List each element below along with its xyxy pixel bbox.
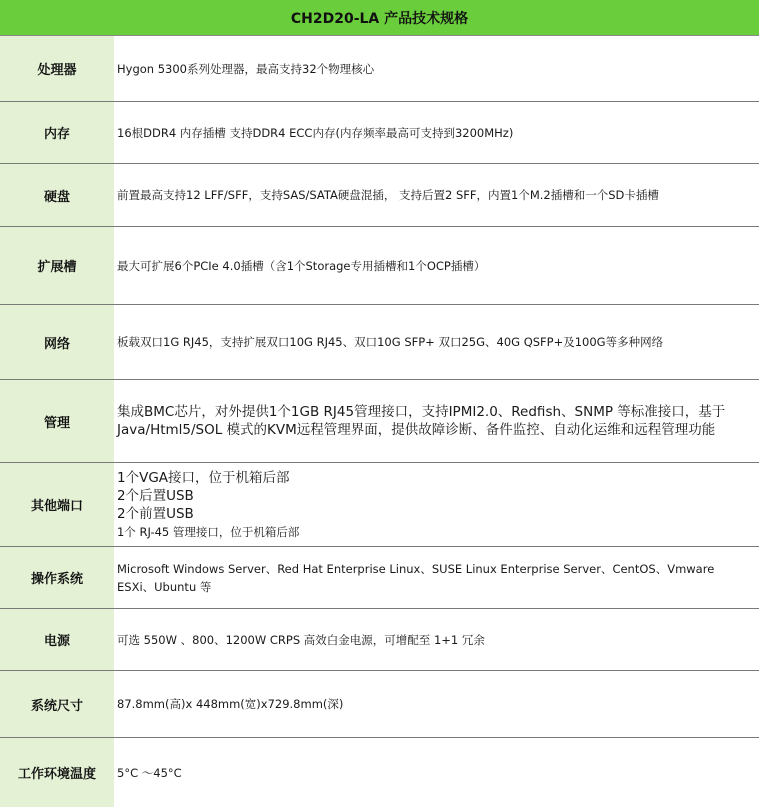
- row-value: [114, 671, 759, 737]
- row-value: [114, 738, 759, 807]
- row-label: 系统尺寸: [0, 671, 114, 737]
- row-value: [114, 609, 759, 670]
- spec-row-network: [0, 305, 759, 380]
- value-line: 板载双口1G RJ45，支持扩展双口10G RJ45、双口10G SFP+ 双口25G、40G QSFP+及100G等多种网络: [117, 335, 664, 349]
- row-label: 网络: [0, 305, 114, 379]
- value-line: 最大可扩展6个PCIe 4.0插槽（含1个Storage专用插槽和1个OCP插槽）: [117, 258, 486, 273]
- row-label: 硬盘: [0, 164, 114, 226]
- spec-row-management: [0, 380, 759, 463]
- row-label: 电源: [0, 609, 114, 670]
- value-line: 1个VGA接口，位于机箱后部: [117, 469, 290, 486]
- value-line: 可选 550W 、800、1200W CRPS 高效白金电源，可增配至 1+1 冗余: [117, 632, 485, 647]
- spec-row-power: [0, 609, 759, 671]
- row-value: [114, 547, 759, 608]
- row-value: [114, 380, 759, 462]
- row-label: 其他端口: [0, 463, 114, 546]
- value-line: 2个前置USB: [117, 505, 194, 522]
- value-line: 2个后置USB: [117, 487, 194, 504]
- row-label: 工作环境温度: [0, 738, 114, 807]
- spec-row-memory: [0, 102, 759, 164]
- value-line: Microsoft Windows Server、Red Hat Enterprise Linux、SUSE Linux Enterprise Server、CentOS、Vmware ESXi、Ubuntu 等: [117, 561, 715, 594]
- row-value: [114, 463, 759, 546]
- row-label: 操作系统: [0, 547, 114, 608]
- row-value: [114, 305, 759, 379]
- value-line: 5°C ～45°C: [117, 765, 182, 780]
- row-label: 内存: [0, 102, 114, 163]
- row-value: [114, 36, 759, 101]
- row-label: 扩展槽: [0, 227, 114, 304]
- value-line: 前置最高支持12 LFF/SFF，支持SAS/SATA硬盘混插， 支持后置2 SFF，内置1个M.2插槽和一个SD卡插槽: [117, 188, 659, 202]
- row-label: 管理: [0, 380, 114, 462]
- spec-row-os: [0, 547, 759, 609]
- value-line: 1个 RJ-45 管理接口，位于机箱后部: [117, 524, 300, 539]
- row-value: [114, 227, 759, 304]
- table-title: CH2D20-LA 产品技术规格: [0, 0, 759, 36]
- value-line: Hygon 5300系列处理器，最高支持32个物理核心: [117, 61, 375, 76]
- spec-row-dimensions: [0, 671, 759, 738]
- spec-row-temperature: [0, 738, 759, 807]
- spec-row-other-ports: [0, 463, 759, 547]
- row-value: [114, 102, 759, 163]
- row-value: [114, 164, 759, 226]
- spec-row-storage: [0, 164, 759, 227]
- value-line: 87.8mm(高)x 448mm(宽)x729.8mm(深): [117, 697, 344, 711]
- row-label: 处理器: [0, 36, 114, 101]
- spec-row-expansion: [0, 227, 759, 305]
- value-line: 集成BMC芯片，对外提供1个1GB RJ45管理接口，支持IPMI2.0、Redfish、SNMP 等标准接口，基于Java/Html5/SOL 模式的KVM远程管理界面，提供故障诊断、备件监控、自动化运维和远程管理功能: [117, 404, 726, 438]
- value-line: 16根DDR4 内存插槽 支持DDR4 ECC内存(内存频率最高可支持到3200MHz): [117, 125, 514, 140]
- spec-row-processor: [0, 36, 759, 102]
